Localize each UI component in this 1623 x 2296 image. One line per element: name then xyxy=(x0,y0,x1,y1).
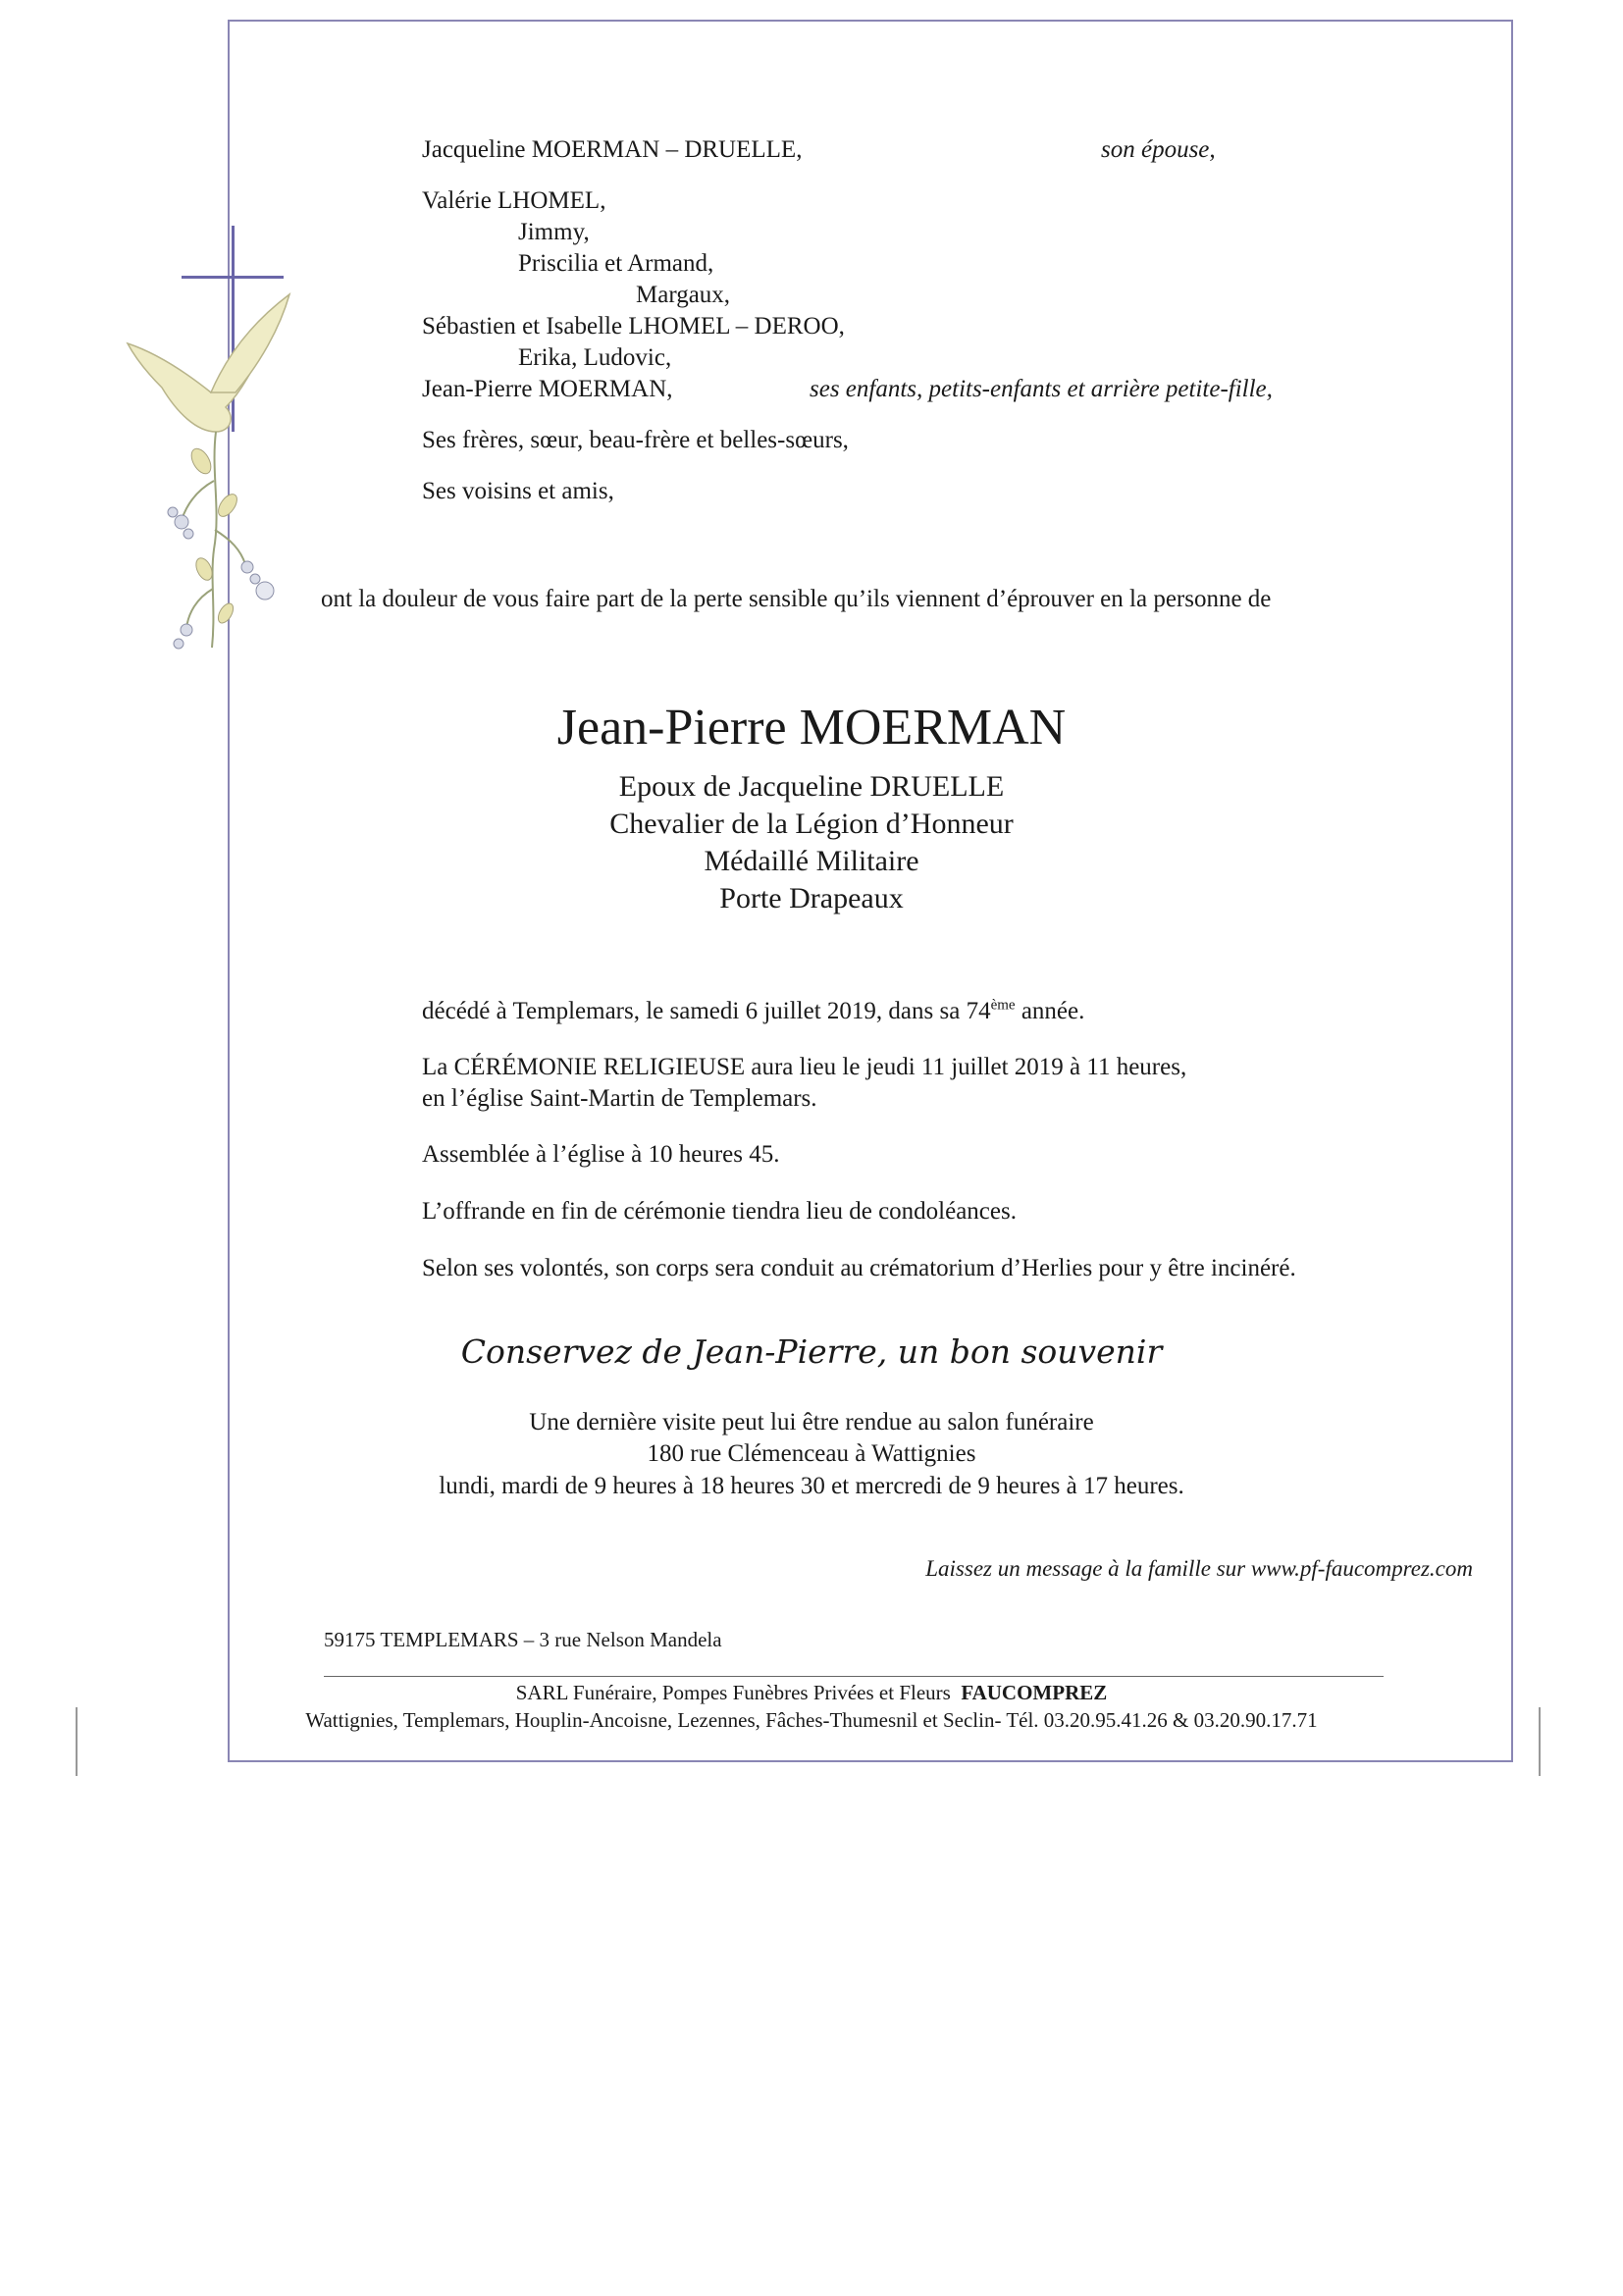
remembrance-text: Conservez de Jean-Pierre, un bon souvenir xyxy=(460,1332,1163,1371)
visit-line: lundi, mardi de 9 heures à 18 heures 30 et mercredi de 9 heures à 17 heures. xyxy=(439,1473,1184,1499)
ceremony-line: en l’église Saint-Martin de Templemars. xyxy=(422,1085,817,1112)
deceased-name: Jean-Pierre MOERMAN xyxy=(556,700,1067,756)
death-text-end: année. xyxy=(1015,998,1085,1024)
cremation-line: Selon ses volontés, son corps sera conduit au crématorium d’Herlies pour y être incinéré. xyxy=(422,1255,1296,1281)
announcement-text: ont la douleur de vous faire part de la perte sensible qu’ils viennent d’éprouver en la personne de xyxy=(321,586,1272,612)
child-line: Margaux, xyxy=(636,282,731,308)
death-text: décédé à Templemars, le samedi 6 juillet 2019, dans sa 74 xyxy=(422,998,991,1024)
child-line: Jean-Pierre MOERMAN, xyxy=(422,376,673,402)
dove-icon xyxy=(118,285,304,677)
deceased-title: Epoux de Jacqueline DRUELLE xyxy=(618,770,1005,803)
footer-company-prefix: SARL Funéraire, Pompes Funèbres Privées et Fleurs xyxy=(515,1681,951,1704)
footer-company xyxy=(0,1680,1623,1705)
child-line: Erika, Ludovic, xyxy=(518,344,672,371)
visit-line: 180 rue Clémenceau à Wattignies xyxy=(647,1440,976,1467)
child-line: Sébastien et Isabelle LHOMEL – DEROO, xyxy=(422,313,845,339)
children-role: ses enfants, petits-enfants et arrière petite-fille, xyxy=(810,376,1273,402)
footer-locations: Wattignies, Templemars, Houplin-Ancoisne, Lezennes, Fâches-Thumesnil et Seclin- Tél. 03.20.95.41.26 & 03.20.90.17.71 xyxy=(305,1708,1318,1732)
deceased-title: Porte Drapeaux xyxy=(719,882,904,914)
death-ordinal: ème xyxy=(990,997,1016,1014)
assembly-line: Assemblée à l’église à 10 heures 45. xyxy=(422,1141,780,1168)
offering-line: L’offrande en fin de cérémonie tiendra lieu de condoléances. xyxy=(422,1198,1017,1225)
siblings-line: Ses frères, sœur, beau-frère et belles-sœurs, xyxy=(422,427,849,453)
friends-line: Ses voisins et amis, xyxy=(422,478,614,504)
wife-name: Jacqueline MOERMAN – DRUELLE, xyxy=(422,136,803,163)
child-line: Valérie LHOMEL, xyxy=(422,187,606,214)
footer-address: 59175 TEMPLEMARS – 3 rue Nelson Mandela xyxy=(324,1628,722,1651)
visit-line: Une dernière visite peut lui être rendue au salon funéraire xyxy=(529,1409,1094,1435)
cross-icon-bar xyxy=(182,276,284,279)
footer-company-name: FAUCOMPREZ xyxy=(961,1681,1108,1704)
footer-rule xyxy=(324,1676,1384,1677)
deceased-title: Médaillé Militaire xyxy=(704,845,919,877)
message-link[interactable]: Laissez un message à la famille sur www.pf-faucomprez.com xyxy=(925,1556,1473,1581)
child-line: Priscilia et Armand, xyxy=(518,250,714,277)
child-line: Jimmy, xyxy=(518,219,590,245)
wife-role: son épouse, xyxy=(1101,136,1216,163)
death-line xyxy=(422,997,1084,1026)
ceremony-line: La CÉRÉMONIE RELIGIEUSE aura lieu le jeudi 11 juillet 2019 à 11 heures, xyxy=(422,1054,1187,1080)
deceased-title: Chevalier de la Légion d’Honneur xyxy=(609,808,1014,840)
